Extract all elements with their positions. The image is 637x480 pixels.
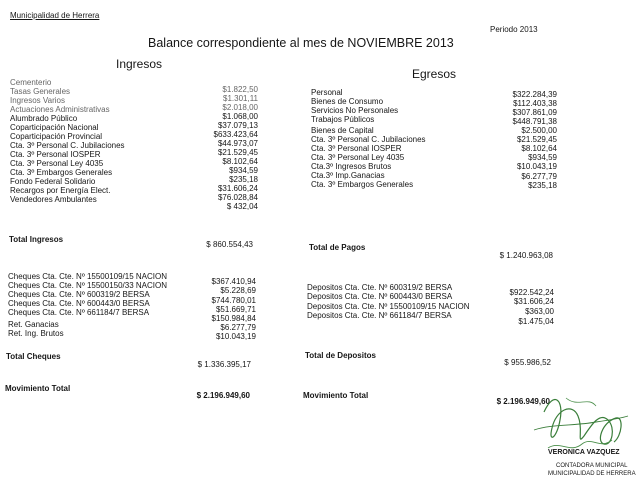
ingreso-value: $21.529,45 <box>217 148 258 157</box>
cheque-value: $51.669,71 <box>215 305 256 314</box>
ingreso-value: $44.973,07 <box>217 139 258 148</box>
egreso-value: $2.500,00 <box>521 126 557 135</box>
deposito-value: $363,00 <box>525 307 554 316</box>
deposito-label: Depositos Cta. Cte. Nº 661184/7 BERSA <box>307 311 452 320</box>
ingreso-value: $31.606,24 <box>217 184 258 193</box>
cheque-label: Cheques Cta. Cte. Nº 661184/7 BERSA <box>8 308 150 317</box>
egreso-value: $21.529,45 <box>516 135 557 144</box>
ingreso-label: Actuaciones Administrativas <box>10 105 110 114</box>
ingreso-label: Cementerio <box>10 78 52 87</box>
ingreso-label: Tasas Generales <box>10 87 71 96</box>
ingreso-label: Recargos por Energía Elect. <box>10 186 111 195</box>
total-depositos-label: Total de Depositos <box>305 351 376 360</box>
ingreso-value: $235,18 <box>229 175 258 184</box>
egreso-label: Bienes de Capital <box>311 126 374 135</box>
egreso-label: Cta. 3º Embargos Generales <box>311 180 414 189</box>
ingreso-label: Coparticipación Nacional <box>10 123 99 132</box>
egreso-value: $6.277,79 <box>521 172 557 181</box>
signatory-org: MUNICIPALIDAD DE HERRERA <box>548 471 636 477</box>
movimiento-total-value: $ 2.196.949,60 <box>496 397 550 406</box>
ingreso-value: $37.079,13 <box>217 121 258 130</box>
egresos-heading: Egresos <box>412 67 457 81</box>
ingreso-value: $1.822,50 <box>222 85 258 94</box>
municipality-name: Municipalidad de Herrera <box>10 11 100 20</box>
cheque-label: Cheques Cta. Cte. Nº 600319/2 BERSA <box>8 290 150 299</box>
ingreso-label: Vendedores Ambulantes <box>10 195 97 204</box>
ingreso-label: Cta. 3º Embargos Generales <box>10 168 113 177</box>
total-depositos-value: $ 955.986,52 <box>504 358 551 367</box>
cheque-value: $744.780,01 <box>211 296 256 305</box>
egreso-label: Cta. 3º Personal IOSPER <box>311 144 402 153</box>
cheque-label: Cheques Cta. Cte. Nº 15500150/33 NACION <box>8 281 168 290</box>
ingreso-label: Cta. 3º Personal C. Jubilaciones <box>10 141 125 150</box>
egreso-value: $112.403,38 <box>513 99 557 108</box>
cheque-value: $6.277,79 <box>220 323 256 332</box>
egreso-value: $8.102,64 <box>521 144 557 153</box>
signatory-name: VERONICA VAZQUEZ <box>548 449 620 456</box>
cheque-label: Ret. Ing. Brutos <box>8 329 64 338</box>
egreso-value: $934,59 <box>528 153 557 162</box>
page-title: Balance correspondiente al mes de NOVIEMBRE 2013 <box>148 36 454 50</box>
egreso-label: Bienes de Consumo <box>311 97 384 106</box>
egreso-value: $235,18 <box>528 181 557 190</box>
movimiento-total-label: Movimiento Total <box>5 384 71 393</box>
cheque-value: $367.410,94 <box>211 277 256 286</box>
total-pagos-label: Total de Pagos <box>309 243 366 252</box>
signatory-role: CONTADORA MUNICIPAL <box>556 463 628 469</box>
ingreso-label: Cta. 3º Personal Ley 4035 <box>10 159 104 168</box>
cheque-label: Cheques Cta. Cte. Nº 600443/0 BERSA <box>8 299 150 308</box>
egreso-label: Cta.3º Imp.Ganacias <box>311 171 385 180</box>
egreso-label: Servicios No Personales <box>311 106 399 115</box>
cheque-value: $150.984,84 <box>211 314 256 323</box>
cheque-label: Ret. Ganacias <box>8 320 59 329</box>
total-pagos-value: $ 1.240.963,08 <box>499 251 553 260</box>
ingreso-value: $8.102,64 <box>222 157 258 166</box>
egreso-label: Trabajos Públicos <box>311 115 375 124</box>
ingreso-label: Ingresos Varios <box>10 96 65 105</box>
signature-scribble-icon <box>530 388 630 470</box>
ingreso-label: Coparticipación Provincial <box>10 132 103 141</box>
ingreso-label: Cta. 3º Personal IOSPER <box>10 150 101 159</box>
ingreso-value: $1.301,11 <box>223 94 258 103</box>
egreso-label: Cta.3º Ingresos Brutos <box>311 162 392 171</box>
deposito-label: Depositos Cta. Cte. Nº 600443/0 BERSA <box>307 292 453 301</box>
egreso-label: Cta. 3º Personal C. Jubilaciones <box>311 135 426 144</box>
total-ingresos-label: Total Ingresos <box>9 235 64 244</box>
deposito-value: $922.542,24 <box>509 288 554 297</box>
egreso-value: $448.791,38 <box>512 117 557 126</box>
movimiento-total-label: Movimiento Total <box>303 391 369 400</box>
egreso-label: Cta. 3º Personal Ley 4035 <box>311 153 405 162</box>
ingreso-label: Alumbrado Público <box>10 114 78 123</box>
ingreso-label: Fondo Federal Solidario <box>10 177 96 186</box>
ingreso-value: $633.423,64 <box>213 130 258 139</box>
ingreso-value: $76.028,84 <box>217 193 258 202</box>
ingresos-heading: Ingresos <box>116 57 163 71</box>
period-label: Periodo 2013 <box>490 25 538 34</box>
egreso-value: $307.861,09 <box>512 108 557 117</box>
cheque-label: Cheques Cta. Cte. Nº 15500109/15 NACION <box>8 272 168 281</box>
cheque-value: $5.228,69 <box>220 286 256 295</box>
total-ingresos-value: $ 860.554,43 <box>206 240 253 249</box>
ingreso-value: $ 432,04 <box>226 202 258 211</box>
total-cheques-value: $ 1.336.395,17 <box>197 360 251 369</box>
deposito-value: $1.475,04 <box>518 317 554 326</box>
deposito-value: $31.606,24 <box>513 297 554 306</box>
egreso-label: Personal <box>311 88 343 97</box>
ingreso-value: $2.018,00 <box>222 103 258 112</box>
egreso-value: $10.043,19 <box>516 162 557 171</box>
ingreso-value: $1.068,00 <box>222 112 258 121</box>
deposito-label: Depositos Cta. Cte. Nº 600319/2 BERSA <box>307 283 453 292</box>
egreso-value: $322.284,39 <box>512 90 557 99</box>
deposito-label: Depositos Cta. Cte. Nº 15500109/15 NACION <box>307 302 470 311</box>
movimiento-total-value: $ 2.196.949,60 <box>196 391 250 400</box>
cheque-value: $10.043,19 <box>215 332 256 341</box>
ingreso-value: $934,59 <box>229 166 258 175</box>
total-cheques-label: Total Cheques <box>6 352 61 361</box>
